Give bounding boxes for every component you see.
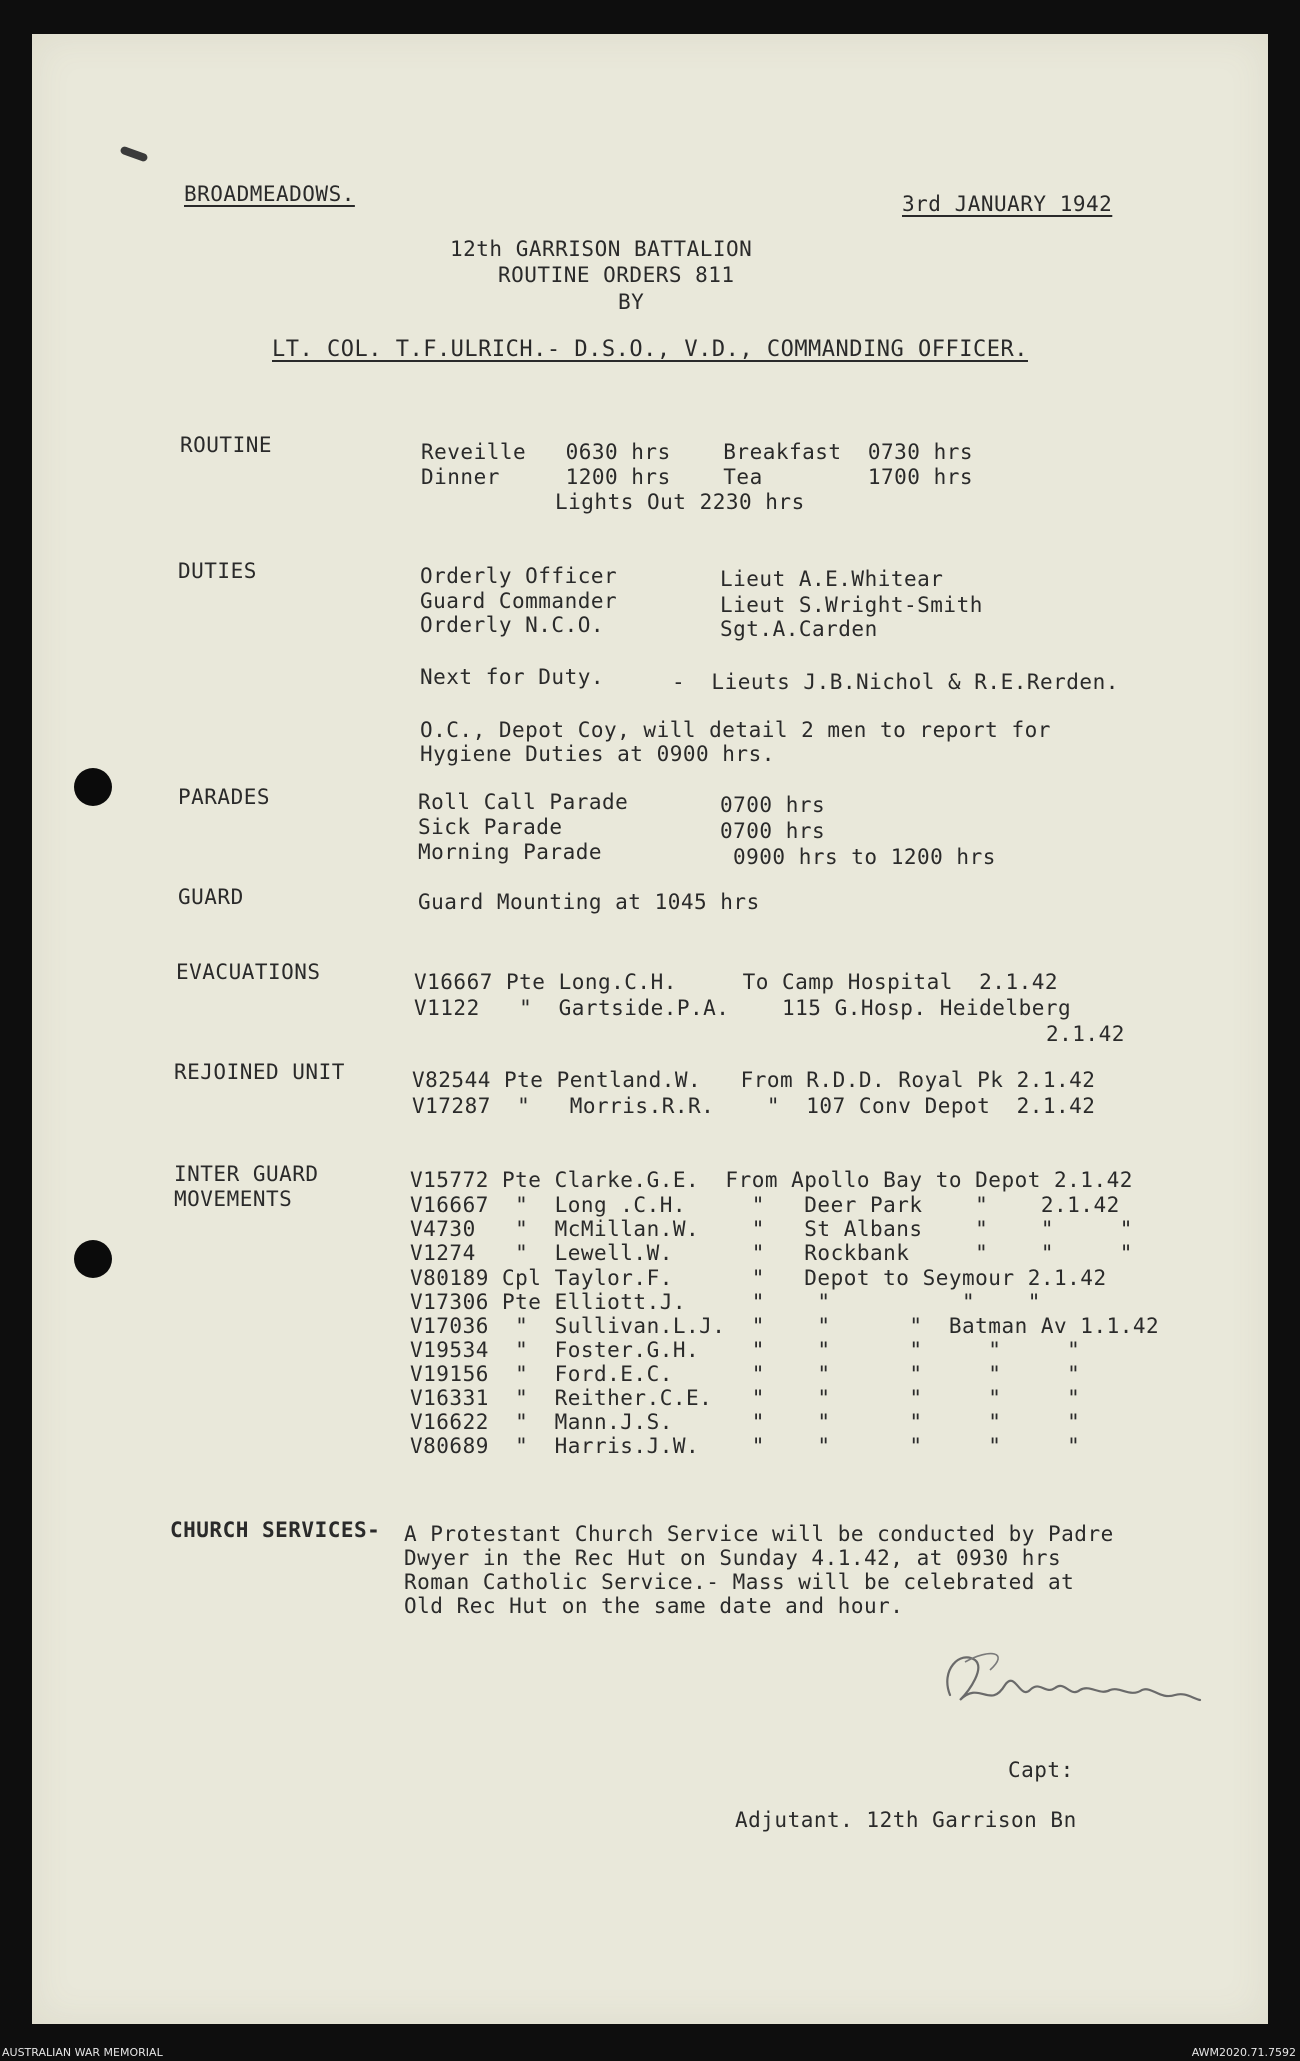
section-label-duties: DUTIES [178, 559, 257, 583]
next-duty-value: - Lieuts J.B.Nichol & R.E.Rerden. [672, 670, 1119, 694]
church-line: Roman Catholic Service.- Mass will be celebrated at [404, 1570, 1075, 1594]
duty-name: Lieut S.Wright-Smith [720, 593, 983, 617]
parade-name: Roll Call Parade [418, 790, 629, 814]
parade-time: 0700 hrs [720, 793, 826, 817]
movement-row: V16667 " Long .C.H. " Deer Park " 2.1.42 [410, 1193, 1120, 1217]
parade-time: 0900 hrs to 1200 hrs [733, 845, 996, 869]
duty-note: Hygiene Duties at 0900 hrs. [420, 742, 775, 766]
signatory-position: Adjutant. 12th Garrison Bn [735, 1808, 1077, 1832]
church-line: A Protestant Church Service will be conducted by Padre [404, 1522, 1114, 1546]
document-date: 3rd JANUARY 1942 [902, 192, 1113, 216]
evacuation-line: V1122 " Gartside.P.A. 115 G.Hosp. Heidelberg [414, 996, 1072, 1020]
battalion-title: 12th GARRISON BATTALION [450, 237, 753, 261]
footer-archive-name: AUSTRALIAN WAR MEMORIAL [2, 2046, 163, 2059]
next-duty-label: Next for Duty. [420, 665, 605, 689]
punch-hole [74, 768, 112, 806]
section-label-movements: INTER GUARD [174, 1162, 319, 1186]
movement-row: V16622 " Mann.J.S. " " " " " [410, 1410, 1081, 1434]
duty-note: O.C., Depot Coy, will detail 2 men to report for [420, 718, 1051, 742]
section-label-routine: ROUTINE [180, 433, 273, 457]
duty-name: Sgt.A.Carden [720, 617, 878, 641]
section-label-guard: GUARD [178, 885, 244, 909]
footer-accession-number: AWM2020.71.7592 [1191, 2046, 1296, 2059]
punch-hole [74, 1240, 112, 1278]
section-label-church: CHURCH SERVICES- [170, 1518, 381, 1542]
routine-line: Lights Out 2230 hrs [555, 490, 805, 514]
signatory-rank: Capt: [1008, 1758, 1074, 1782]
movement-row: V17036 " Sullivan.L.J. " " " Batman Av 1.1.42 [410, 1314, 1160, 1338]
parade-name: Sick Parade [418, 815, 563, 839]
section-label-movements: MOVEMENTS [174, 1187, 293, 1211]
routine-line: Dinner 1200 hrs Tea 1700 hrs [421, 465, 974, 489]
routine-line: Reveille 0630 hrs Breakfast 0730 hrs [421, 440, 974, 464]
church-line: Old Rec Hut on the same date and hour. [404, 1594, 904, 1618]
movement-row: V1274 " Lewell.W. " Rockbank " " " [410, 1241, 1133, 1265]
by-line: BY [618, 290, 645, 314]
evacuation-line: V16667 Pte Long.C.H. To Camp Hospital 2.1.42 [414, 970, 1059, 994]
rejoined-line: V17287 " Morris.R.R. " 107 Conv Depot 2.1.42 [412, 1094, 1096, 1118]
section-label-evacuations: EVACUATIONS [176, 960, 321, 984]
movement-row: V19534 " Foster.G.H. " " " " " [410, 1338, 1081, 1362]
movement-row: V16331 " Reither.C.E. " " " " " [410, 1386, 1081, 1410]
duty-role: Orderly N.C.O. [420, 613, 605, 637]
movement-row: V19156 " Ford.E.C. " " " " " [410, 1362, 1081, 1386]
guard-text: Guard Mounting at 1045 hrs [418, 890, 760, 914]
location-heading: BROADMEADOWS. [184, 182, 355, 206]
section-label-parades: PARADES [178, 785, 271, 809]
movement-row: V17306 Pte Elliott.J. " " " " [410, 1290, 1041, 1314]
orders-title: ROUTINE ORDERS 811 [498, 263, 735, 287]
evacuation-line: 2.1.42 [1046, 1022, 1125, 1046]
church-line: Dwyer in the Rec Hut on Sunday 4.1.42, at 0930 hrs [404, 1546, 1062, 1570]
commanding-officer: LT. COL. T.F.ULRICH.- D.S.O., V.D., COMMANDING OFFICER. [272, 337, 1028, 362]
parade-name: Morning Parade [418, 840, 603, 864]
movement-row: V80689 " Harris.J.W. " " " " " [410, 1434, 1081, 1458]
handwritten-signature [930, 1640, 1230, 1720]
duty-role: Guard Commander [420, 589, 618, 613]
movement-row: V4730 " McMillan.W. " St Albans " " " [410, 1217, 1133, 1241]
section-label-rejoined: REJOINED UNIT [174, 1060, 345, 1084]
parade-time: 0700 hrs [720, 819, 826, 843]
rejoined-line: V82544 Pte Pentland.W. From R.D.D. Royal Pk 2.1.42 [412, 1068, 1096, 1092]
movement-row: V15772 Pte Clarke.G.E. From Apollo Bay to Depot 2.1.42 [410, 1168, 1133, 1192]
movement-row: V80189 Cpl Taylor.F. " Depot to Seymour 2.1.42 [410, 1266, 1107, 1290]
duty-name: Lieut A.E.Whitear [720, 567, 944, 591]
duty-role: Orderly Officer [420, 564, 618, 588]
